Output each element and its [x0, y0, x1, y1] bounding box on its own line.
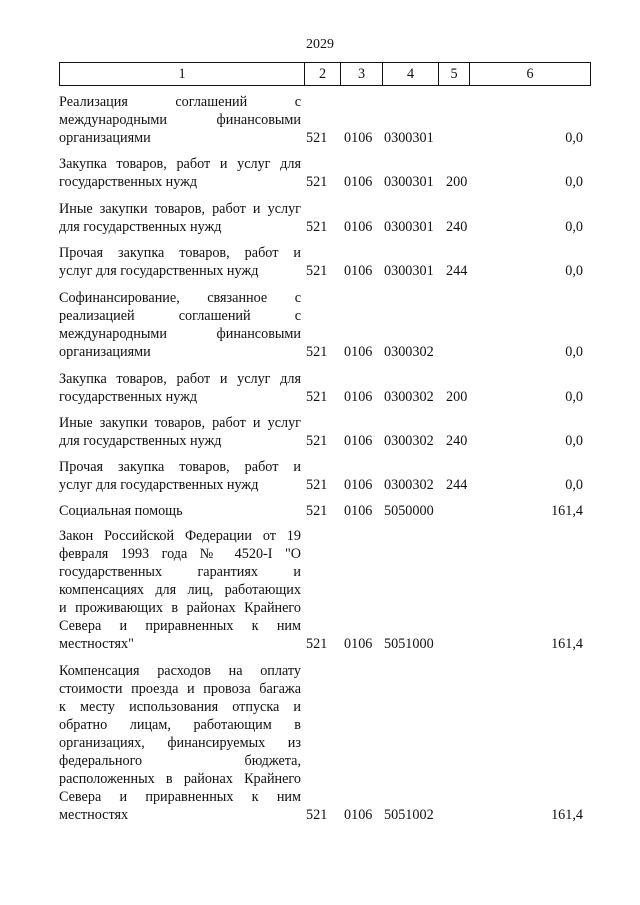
- description-line: Компенсация расходов на оплату: [59, 663, 301, 679]
- cell-c6: 0,0: [565, 433, 583, 449]
- description-line: для государственных нужд: [59, 433, 222, 449]
- row-description: [59, 370, 301, 406]
- description-line: обратно лицам, работающим в: [59, 717, 301, 733]
- cell-c2: 521: [306, 219, 328, 235]
- cell-c4: 0300302: [384, 477, 434, 493]
- description-line: Социальная помощь: [59, 503, 183, 519]
- cell-c3: 0106: [344, 219, 373, 235]
- description-line: реализацией соглашений с: [59, 308, 301, 324]
- description-line: Иные закупки товаров, работ и услуг: [59, 201, 301, 217]
- cell-c3: 0106: [344, 130, 373, 146]
- row-description: [59, 414, 301, 450]
- description-line: государственных нужд: [59, 174, 198, 190]
- cell-c4: 0300301: [384, 219, 434, 235]
- cell-c6: 0,0: [565, 477, 583, 493]
- description-line: федерального бюджета,: [59, 753, 301, 769]
- header-col-1: 1: [60, 63, 305, 85]
- description-line: компенсациях для лиц, работающих: [59, 582, 301, 598]
- cell-c3: 0106: [344, 477, 373, 493]
- row-description: [59, 200, 301, 236]
- row-description: [59, 155, 301, 191]
- description-line: стоимости проезда и провоза багажа: [59, 681, 301, 697]
- cell-c4: 0300302: [384, 389, 434, 405]
- cell-c5: 244: [446, 263, 468, 279]
- cell-c2: 521: [306, 344, 328, 360]
- description-line: услуг для государственных нужд: [59, 477, 259, 493]
- row-description: [59, 458, 301, 494]
- cell-c6: 161,4: [551, 636, 583, 652]
- cell-c4: 5051002: [384, 807, 434, 823]
- description-line: международными финансовыми: [59, 112, 301, 128]
- cell-c2: 521: [306, 807, 328, 823]
- cell-c2: 521: [306, 636, 328, 652]
- cell-c4: 5050000: [384, 503, 434, 519]
- row-description: [59, 662, 301, 824]
- cell-c3: 0106: [344, 636, 373, 652]
- description-line: Прочая закупка товаров, работ и: [59, 459, 301, 475]
- description-line: Севера и приравненных к ним: [59, 618, 301, 634]
- row-description: [59, 93, 301, 147]
- cell-c2: 521: [306, 263, 328, 279]
- cell-c2: 521: [306, 130, 328, 146]
- cell-c2: 521: [306, 477, 328, 493]
- description-line: организациями: [59, 344, 151, 360]
- description-line: организациях, финансируемых из: [59, 735, 301, 751]
- header-col-3: 3: [341, 63, 383, 85]
- cell-c3: 0106: [344, 174, 373, 190]
- cell-c6: 161,4: [551, 807, 583, 823]
- description-line: местностях: [59, 807, 129, 823]
- cell-c5: 240: [446, 219, 468, 235]
- description-line: организациями: [59, 130, 151, 146]
- header-col-4: 4: [383, 63, 439, 85]
- description-line: Иные закупки товаров, работ и услуг: [59, 415, 301, 431]
- cell-c4: 0300301: [384, 174, 434, 190]
- description-line: услуг для государственных нужд: [59, 263, 259, 279]
- cell-c3: 0106: [344, 433, 373, 449]
- description-line: расположенных в районах Крайнего: [59, 771, 301, 787]
- cell-c5: 200: [446, 174, 468, 190]
- cell-c6: 0,0: [565, 389, 583, 405]
- row-description: [59, 502, 301, 520]
- description-line: местностях": [59, 636, 134, 652]
- cell-c4: 0300301: [384, 130, 434, 146]
- row-description: [59, 244, 301, 280]
- cell-c2: 521: [306, 389, 328, 405]
- row-description: [59, 527, 301, 653]
- header-col-2: 2: [305, 63, 341, 85]
- cell-c2: 521: [306, 174, 328, 190]
- cell-c3: 0106: [344, 807, 373, 823]
- cell-c4: 5051000: [384, 636, 434, 652]
- description-line: для государственных нужд: [59, 219, 222, 235]
- cell-c5: 244: [446, 477, 468, 493]
- cell-c2: 521: [306, 433, 328, 449]
- description-line: Софинансирование, связанное с: [59, 290, 301, 306]
- header-col-5: 5: [439, 63, 470, 85]
- cell-c4: 0300302: [384, 344, 434, 360]
- cell-c3: 0106: [344, 263, 373, 279]
- cell-c3: 0106: [344, 389, 373, 405]
- description-line: и проживающих в районах Крайнего: [59, 600, 301, 616]
- row-description: [59, 289, 301, 361]
- table-header: [59, 62, 591, 86]
- page-number: 2029: [306, 37, 334, 52]
- description-line: государственных гарантиях и: [59, 564, 301, 580]
- description-line: Севера и приравненных к ним: [59, 789, 301, 805]
- description-line: Закон Российской Федерации от 19: [59, 528, 301, 544]
- cell-c3: 0106: [344, 503, 373, 519]
- cell-c6: 0,0: [565, 344, 583, 360]
- cell-c2: 521: [306, 503, 328, 519]
- cell-c6: 0,0: [565, 174, 583, 190]
- cell-c4: 0300302: [384, 433, 434, 449]
- cell-c5: 240: [446, 433, 468, 449]
- cell-c6: 0,0: [565, 130, 583, 146]
- description-line: государственных нужд: [59, 389, 198, 405]
- description-line: февраля 1993 года № 4520-I "О: [59, 546, 301, 562]
- cell-c6: 0,0: [565, 263, 583, 279]
- description-line: Закупка товаров, работ и услуг для: [59, 156, 301, 172]
- cell-c5: 200: [446, 389, 468, 405]
- description-line: Закупка товаров, работ и услуг для: [59, 371, 301, 387]
- description-line: международными финансовыми: [59, 326, 301, 342]
- cell-c6: 161,4: [551, 503, 583, 519]
- description-line: Прочая закупка товаров, работ и: [59, 245, 301, 261]
- cell-c4: 0300301: [384, 263, 434, 279]
- cell-c3: 0106: [344, 344, 373, 360]
- header-col-6: 6: [526, 66, 534, 82]
- cell-c6: 0,0: [565, 219, 583, 235]
- description-line: к месту использования отпуска и: [59, 699, 301, 715]
- description-line: Реализация соглашений с: [59, 94, 301, 110]
